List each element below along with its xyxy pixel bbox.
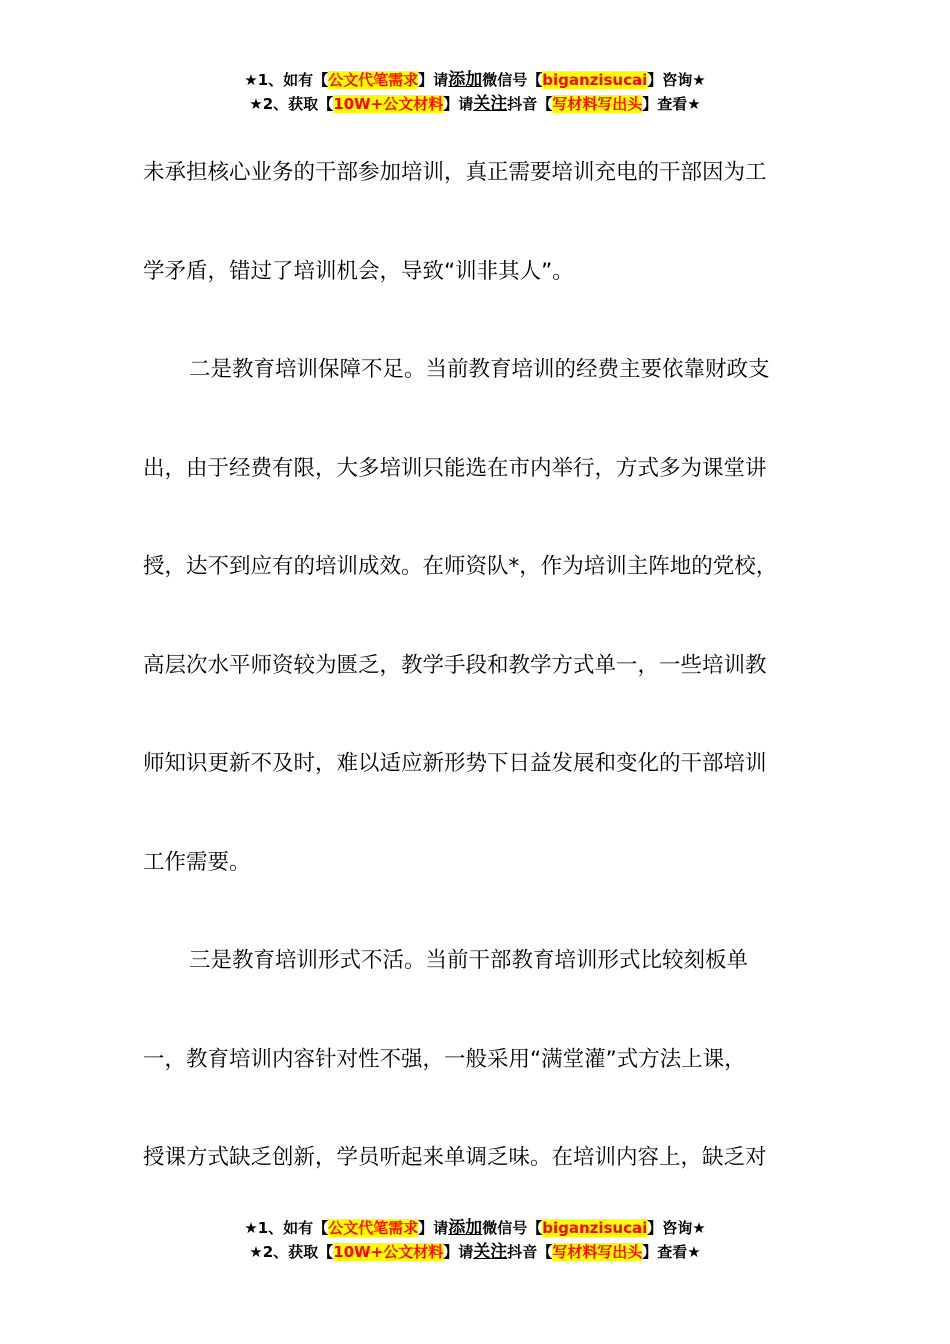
footer-promo-banner bbox=[0, 1216, 950, 1264]
promo-text: 】请 bbox=[418, 1219, 449, 1237]
body-line: 一，教育培训内容针对性不强，一般采用“满堂灌”式方法上课， bbox=[143, 1046, 746, 1072]
header-promo-line-2 bbox=[0, 92, 950, 116]
promo-text: 】请 bbox=[443, 1243, 474, 1261]
body-line-paragraph-start: 三是教育培训形式不活。当前干部教育培训形式比较刻板单 bbox=[189, 948, 749, 973]
header-promo-banner bbox=[0, 68, 950, 116]
promo-text: 】请 bbox=[443, 95, 474, 113]
promo-text: 】咨询★ bbox=[647, 1219, 706, 1237]
footer-promo-line-1 bbox=[0, 1216, 950, 1240]
promo-text: ★2、获取【 bbox=[249, 95, 334, 113]
body-line: 授，达不到应有的培训成效。在师资队*，作为培训主阵地的党校， bbox=[143, 554, 778, 579]
promo-underline-add: 添加 bbox=[448, 70, 483, 90]
promo-highlight-wechat-id: biganzisucai bbox=[542, 71, 648, 89]
promo-text: ★1、如有【 bbox=[244, 71, 329, 89]
promo-underline-follow: 关注 bbox=[473, 1242, 508, 1262]
promo-text: 抖音【 bbox=[507, 95, 553, 113]
promo-underline-follow: 关注 bbox=[473, 94, 508, 114]
promo-text: ★1、如有【 bbox=[244, 1219, 329, 1237]
body-line: 未承担核心业务的干部参加培训，真正需要培训充电的干部因为工 bbox=[143, 160, 767, 185]
body-line: 出，由于经费有限，大多培训只能选在市内举行，方式多为课堂讲 bbox=[143, 455, 767, 481]
body-line: 学矛盾，错过了培训机会，导致“训非其人”。 bbox=[143, 258, 574, 284]
promo-highlight-service: 公文代笔需求 bbox=[328, 71, 419, 89]
body-line-paragraph-start: 二是教育培训保障不足。当前教育培训的经费主要依靠财政支 bbox=[189, 357, 770, 382]
promo-highlight-douyin-id: 写材料写出头 bbox=[552, 1243, 643, 1261]
promo-text: 微信号【 bbox=[482, 71, 543, 89]
promo-text: 微信号【 bbox=[482, 1219, 543, 1237]
promo-text: 】咨询★ bbox=[647, 71, 706, 89]
promo-text: 】查看★ bbox=[642, 95, 701, 113]
body-line: 工作需要。 bbox=[143, 849, 251, 875]
body-line: 师知识更新不及时，难以适应新形势下日益发展和变化的干部培训 bbox=[143, 751, 767, 776]
footer-promo-line-2 bbox=[0, 1240, 950, 1264]
promo-highlight-materials: 10W+公文材料 bbox=[333, 95, 444, 113]
promo-underline-add: 添加 bbox=[448, 1218, 483, 1238]
promo-text: ★2、获取【 bbox=[249, 1243, 334, 1261]
promo-text: 】查看★ bbox=[642, 1243, 701, 1261]
header-promo-line-1 bbox=[0, 68, 950, 92]
document-body bbox=[143, 124, 823, 1208]
promo-highlight-materials: 10W+公文材料 bbox=[333, 1243, 444, 1261]
promo-highlight-wechat-id: biganzisucai bbox=[542, 1219, 648, 1237]
promo-text: 抖音【 bbox=[507, 1243, 553, 1261]
body-line: 授课方式缺乏创新，学员听起来单调乏味。在培训内容上，缺乏对 bbox=[143, 1145, 767, 1170]
promo-highlight-douyin-id: 写材料写出头 bbox=[552, 95, 643, 113]
body-line: 高层次水平师资较为匮乏，教学手段和教学方式单一，一些培训教 bbox=[143, 652, 767, 678]
promo-text: 】请 bbox=[418, 71, 449, 89]
promo-highlight-service: 公文代笔需求 bbox=[328, 1219, 419, 1237]
